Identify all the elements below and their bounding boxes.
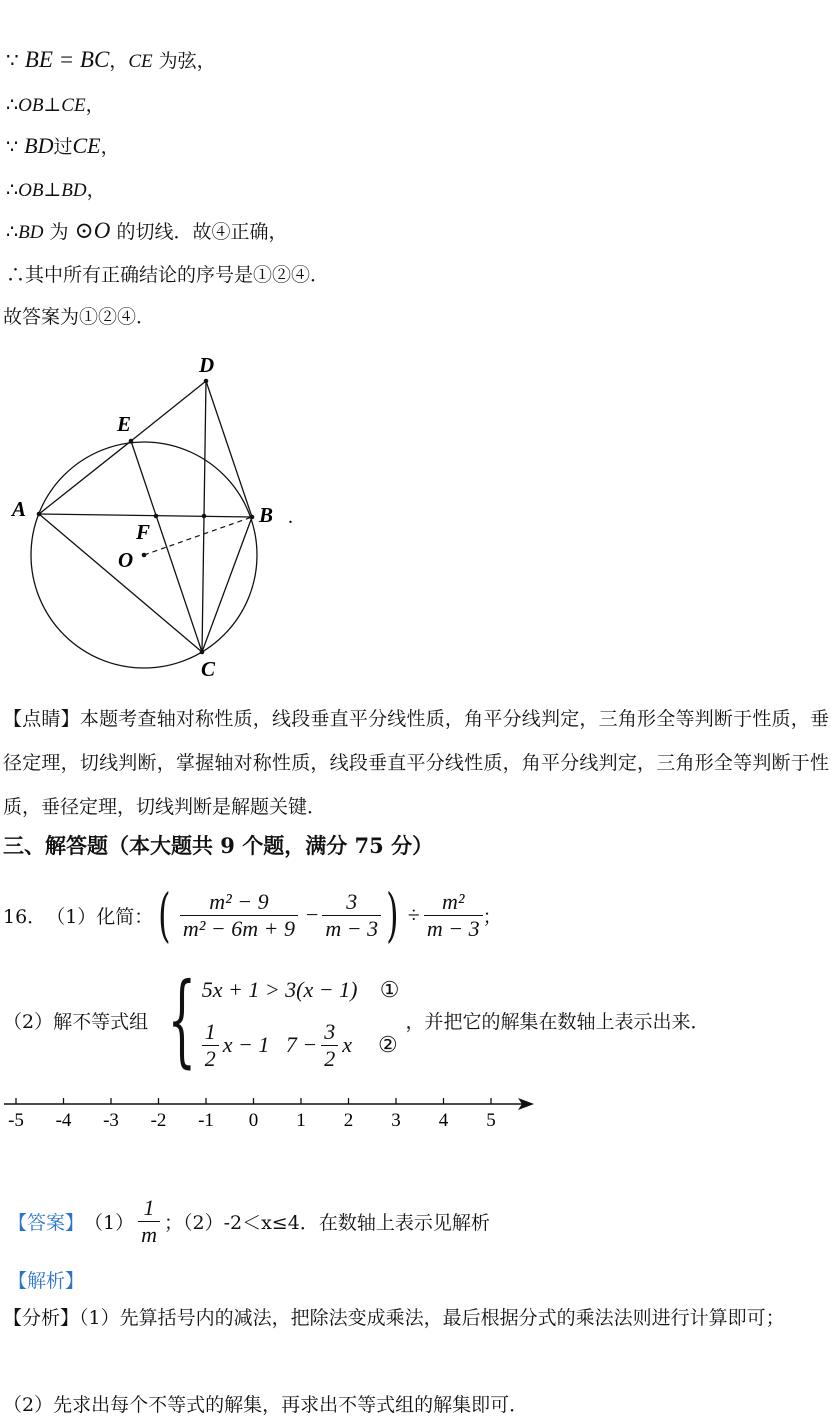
tick-label: -5: [8, 1110, 24, 1131]
segment-db: [206, 381, 252, 517]
point-f: [154, 514, 159, 519]
ineq2-frac-a: [202, 1019, 219, 1072]
section-title: 三、解答题（本大题共 9 个题，满分 75 分）: [3, 833, 434, 858]
point-d: [204, 379, 209, 384]
question-number: 16．: [3, 905, 47, 928]
part2-tail: ，并把它的解集在数轴上表示出来．: [405, 1010, 710, 1033]
expr-bd: BD: [24, 133, 54, 158]
trailing-period: .: [288, 506, 293, 528]
answer-line: [8, 1190, 490, 1252]
mark-1: ①: [379, 977, 400, 1002]
fraction-2-den: m − 3: [322, 915, 381, 942]
segment-ae: [39, 441, 131, 514]
ineq2-frac-b-num: 3: [324, 1018, 336, 1044]
mark-2: ②: [377, 1032, 398, 1057]
answer-fraction: [138, 1195, 160, 1248]
expr-ob-perp-bd: OB⊥BD: [18, 180, 87, 201]
answer-fraction-den: m: [138, 1221, 160, 1248]
text-chord: 为弦，: [158, 50, 216, 72]
inequality-2-row: [202, 1015, 400, 1075]
fraction-1: [180, 889, 298, 942]
therefore-symbol: ∴: [6, 94, 19, 116]
fraction-3: [424, 889, 483, 942]
inequality-1: 5x + 1 > 3(x − 1): [201, 977, 358, 1002]
comma: ，: [86, 179, 106, 201]
expr-ob-perp-ce: OB⊥CE: [18, 95, 86, 116]
because-symbol: ∵: [6, 48, 19, 72]
part2-label: （2）解不等式组: [3, 1010, 149, 1033]
proof-line-5: [6, 217, 287, 244]
text-through: 过: [53, 136, 73, 158]
label-b: B: [259, 503, 274, 527]
tick-label: -2: [150, 1110, 167, 1131]
text-is: 为: [49, 221, 69, 243]
system-brace: {: [167, 961, 197, 1078]
label-o: O: [118, 548, 134, 572]
segment-ec: [131, 441, 202, 652]
fenxi-tag: 【分析】: [3, 1307, 80, 1329]
label-c: C: [201, 657, 216, 681]
point-intersect: [202, 514, 207, 519]
text-tangent: 的切线．故④正确，: [116, 221, 288, 243]
proof-line-3: [6, 132, 120, 159]
therefore-symbol: ∴: [6, 221, 19, 243]
ineq2-end: x: [342, 1032, 352, 1057]
fraction-1-num: m² − 9: [209, 888, 269, 914]
inequality-1-row: [202, 965, 400, 1015]
ineq2-frac-a-den: 2: [202, 1045, 219, 1072]
segment-ab: [39, 514, 252, 517]
tick-label: -1: [198, 1110, 214, 1131]
proof-line-7: 故答案为①②④．: [3, 306, 156, 328]
label-a: A: [12, 497, 27, 521]
expression-1: [153, 881, 482, 949]
comma: ，: [109, 50, 129, 72]
segment-ac: [39, 514, 202, 652]
q16-part1: [3, 878, 502, 952]
answer-tag: 【答案】: [8, 1211, 85, 1234]
expr-bd: BD: [18, 222, 44, 243]
point-a: [37, 512, 42, 517]
label-e: E: [117, 412, 132, 436]
minus-sign: −: [305, 902, 319, 927]
part1-label: （1）化简：: [46, 905, 154, 928]
answer-fraction-num: 1: [143, 1194, 155, 1220]
left-paren: (: [158, 881, 171, 949]
label-d: D: [199, 353, 215, 377]
answer-rest: ；（2）-2＜x≤4．在数轴上表示见解析: [164, 1211, 490, 1234]
comma: ，: [85, 94, 105, 116]
proof-line-4: [6, 175, 106, 202]
proof-line-2: [6, 90, 105, 117]
fraction-2-num: 3: [346, 888, 358, 914]
divide-sign: ÷: [407, 902, 420, 927]
fenxi-paragraph-2: （2）先求出每个不等式的解集，再求出不等式组的解集即可．: [3, 1394, 529, 1416]
label-f: F: [136, 520, 151, 544]
therefore-symbol: ∴: [6, 179, 19, 201]
q16-part2: [3, 962, 709, 1078]
point-e: [129, 439, 134, 444]
answer-part1: （1）: [84, 1211, 135, 1234]
fraction-1-den: m² − 6m + 9: [180, 915, 298, 942]
expr-ce: CE: [128, 51, 153, 72]
tick-label: -3: [103, 1110, 119, 1131]
point-o: [142, 553, 147, 558]
dianjing-paragraph: 【点睛】本题考查轴对称性质，线段垂直平分线性质，角平分线判定，三角形全等判断于性质，垂径定理，切线判断，掌握轴对称性质，线段垂直平分线性质，角平分线判定，三角形全等判断于性质，垂径定理，切线判断是解题关键．: [3, 708, 829, 818]
semicolon: ；: [482, 905, 502, 928]
right-paren: ): [386, 881, 399, 949]
because-symbol: ∵: [6, 136, 19, 158]
fraction-3-den: m − 3: [424, 915, 483, 942]
ineq2-frac-a-num: 1: [204, 1018, 216, 1044]
circle-o-symbol: ⊙O: [74, 218, 111, 243]
segment-ob-dashed: [144, 517, 252, 555]
number-line: [0, 1088, 560, 1138]
point-b: [250, 515, 255, 520]
fenxi-text: （1）先算括号内的减法，把除法变成乘法，最后根据分式的乘法法则进行计算即可；: [79, 1307, 785, 1329]
fraction-3-num: m²: [441, 888, 465, 914]
comma: ，: [100, 136, 120, 158]
fraction-2: [322, 889, 381, 942]
tick-label: 3: [391, 1110, 401, 1131]
proof-line-1: [6, 46, 216, 73]
ineq2-frac-b: [321, 1019, 338, 1072]
inequality-system: [202, 965, 400, 1075]
expr-ce: CE: [72, 133, 101, 158]
jiexi-tag: 【解析】: [8, 1270, 85, 1292]
point-c: [200, 650, 205, 655]
fenxi-paragraph: [3, 1296, 829, 1340]
proof-line-6: ∴其中所有正确结论的序号是①②④．: [6, 264, 330, 286]
tick-label: 2: [343, 1110, 354, 1131]
expr-be-eq-bc: BE = BC: [24, 47, 110, 72]
tick-label: 1: [296, 1110, 306, 1131]
segment-ed: [131, 381, 206, 441]
ineq2-frac-b-den: 2: [321, 1045, 338, 1072]
ineq2-middle: x − 1 7 −: [222, 1032, 318, 1057]
tick-label: 4: [438, 1110, 449, 1131]
geometry-figure: [0, 345, 320, 685]
tick-label: -4: [55, 1110, 72, 1131]
tick-label: 5: [486, 1110, 496, 1131]
tick-label: 0: [248, 1110, 259, 1131]
